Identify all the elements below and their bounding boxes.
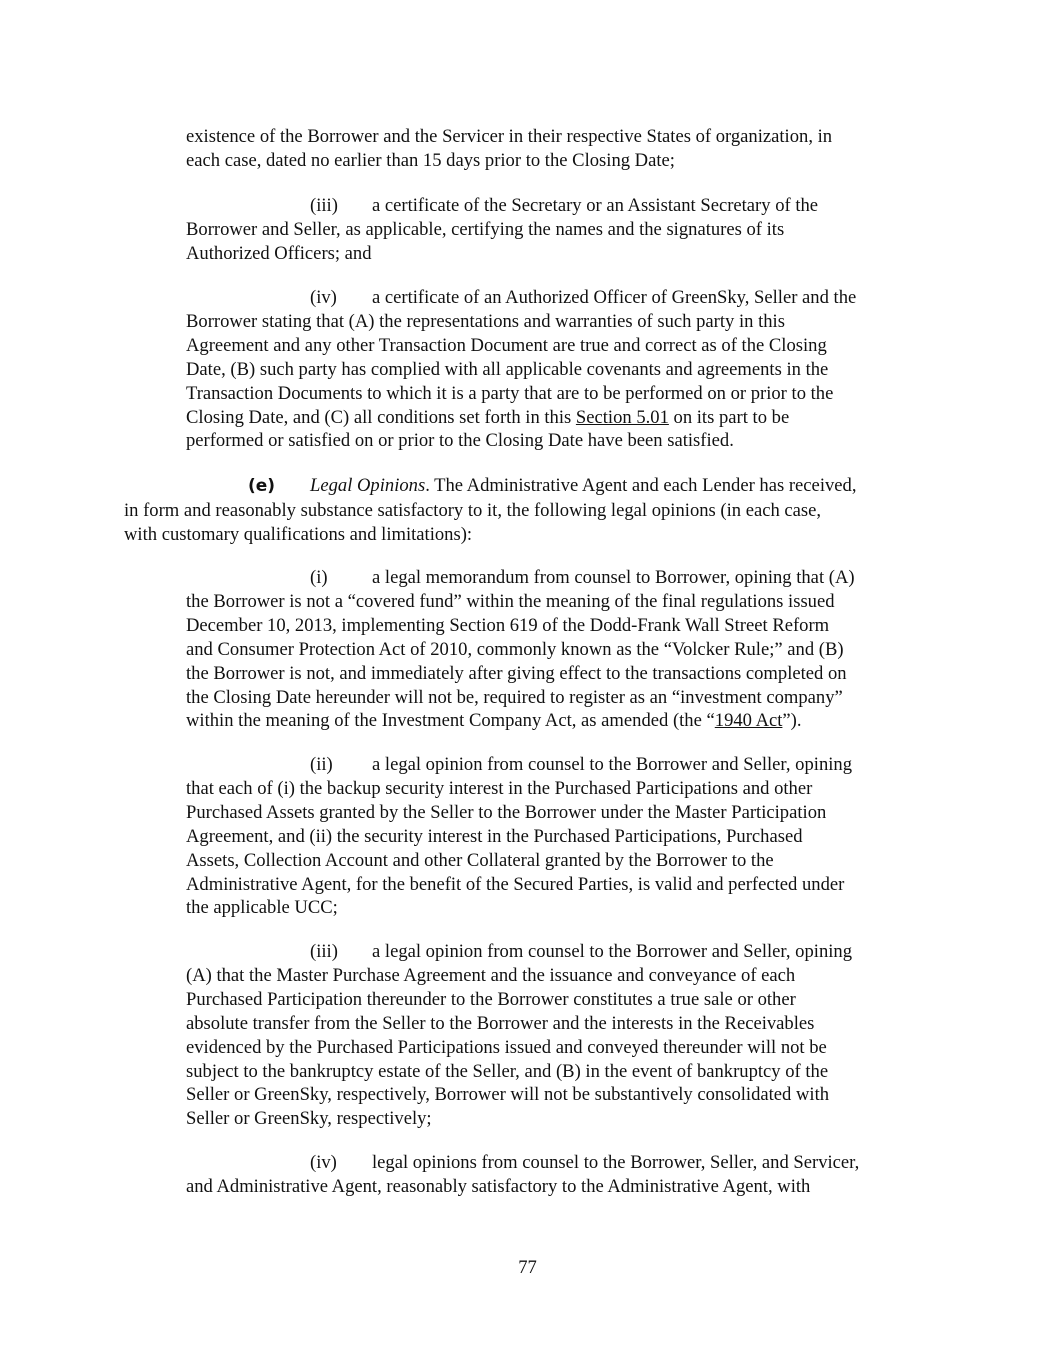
text-line: [186, 1151, 926, 1175]
text-segment: on its part to be: [668, 406, 790, 428]
text-line: the Closing Date hereunder will not be, required to register as an “investment company”: [186, 686, 843, 708]
text-line: the Borrower is not, and immediately after giving effect to the transactions completed on: [186, 662, 847, 684]
clause-number: (iii): [310, 195, 338, 216]
paragraph-intro: [186, 125, 926, 173]
clause-text: a legal memorandum from counsel to Borrower, opining that (A): [372, 567, 855, 588]
text-line: [124, 474, 924, 499]
text-line: Seller or GreenSky, respectively;: [186, 1108, 432, 1130]
text-line: and Consumer Protection Act of 2010, commonly known as the “Volcker Rule;” and (B): [186, 638, 844, 660]
clause-iii-opinion: [186, 940, 926, 1131]
clause-number: (i): [310, 567, 328, 588]
text-line: [186, 566, 926, 590]
text-segment: Closing Date, and (C) all conditions set forth in this: [186, 406, 576, 428]
clause-text: legal opinions from counsel to the Borrower, Seller, and Servicer,: [372, 1152, 860, 1173]
clause-i-opinion: [186, 566, 926, 733]
text-line: that each of (i) the backup security interest in the Purchased Participations and other: [186, 777, 813, 799]
clause-e-legal-opinions: [124, 474, 924, 547]
text-line: performed or satisfied on or prior to the Closing Date have been satisfied.: [186, 430, 734, 452]
text-segment: ”).: [782, 710, 802, 732]
section-reference-link[interactable]: Section 5.01: [575, 406, 669, 428]
text-line: subject to the bankruptcy estate of the Seller, and (B) in the event of bankruptcy of the: [186, 1060, 829, 1082]
clause-iv-certificate: [186, 286, 926, 453]
text-line: [186, 753, 926, 777]
text-line: Administrative Agent, for the benefit of the Secured Parties, is valid and perfected under: [186, 873, 845, 895]
defined-term-link[interactable]: 1940 Act: [714, 710, 783, 732]
clause-text: a certificate of the Secretary or an Assistant Secretary of the: [372, 195, 819, 216]
clause-text: a legal opinion from counsel to the Borrower and Seller, opining: [372, 941, 852, 962]
text-line: the Borrower is not a “covered fund” within the meaning of the final regulations issued: [186, 590, 835, 612]
clause-number: (iv): [310, 287, 337, 308]
text-line: Seller or GreenSky, respectively, Borrower will not be substantively consolidated with: [186, 1084, 830, 1106]
text-line: Borrower stating that (A) the representations and warranties of such party in this: [186, 310, 785, 332]
text-line: in form and reasonably substance satisfactory to it, the following legal opinions (in each case,: [124, 499, 822, 521]
text-segment: within the meaning of the Investment Company Act, as amended (the “: [186, 710, 715, 732]
text-line: Agreement and any other Transaction Document are true and correct as of the Closing: [186, 334, 827, 356]
text-segment: . The Administrative Agent and each Lender has received,: [425, 475, 857, 496]
clause-ii-opinion: [186, 753, 926, 920]
text-line: Authorized Officers; and: [186, 242, 372, 264]
text-line: Purchased Participation thereunder to the Borrower constitutes a true sale or other: [186, 988, 796, 1010]
clause-number: (ii): [310, 754, 333, 775]
text-line: Transaction Documents to which it is a party that are to be performed on or prior to the: [186, 382, 834, 404]
text-line: evidenced by the Purchased Participations issued and conveyed thereunder will not be: [186, 1036, 827, 1058]
text-line: Agreement, and (ii) the security interest in the Purchased Participations, Purchased: [186, 825, 803, 847]
text-line: [186, 709, 926, 733]
clause-letter: (e): [248, 476, 276, 496]
clause-number: (iii): [310, 941, 338, 962]
text-line: Assets, Collection Account and other Collateral granted by the Borrower to the: [186, 849, 774, 871]
text-line: [186, 940, 926, 964]
text-line: Borrower and Seller, as applicable, certifying the names and the signatures of its: [186, 218, 785, 240]
text-line: [186, 286, 926, 310]
text-line: Purchased Assets granted by the Seller to the Borrower under the Master Participation: [186, 801, 827, 823]
clause-heading: Legal Opinions: [310, 475, 426, 496]
text-line: the applicable UCC;: [186, 897, 338, 919]
text-line: and Administrative Agent, reasonably satisfactory to the Administrative Agent, with: [186, 1175, 811, 1197]
text-line: existence of the Borrower and the Servicer in their respective States of organization, in: [186, 126, 833, 147]
clause-text: a certificate of an Authorized Officer of GreenSky, Seller and the: [372, 287, 857, 308]
text-line: each case, dated no earlier than 15 days prior to the Closing Date;: [186, 149, 675, 171]
clause-iv-opinion: [186, 1151, 926, 1199]
clause-number: (iv): [310, 1152, 337, 1173]
text-line: [186, 194, 926, 218]
clause-text: a legal opinion from counsel to the Borrower and Seller, opining: [372, 754, 852, 775]
text-line: Date, (B) such party has complied with all applicable covenants and agreements in the: [186, 358, 829, 380]
text-line: absolute transfer from the Seller to the Borrower and the interests in the Receivables: [186, 1012, 815, 1034]
text-line: with customary qualifications and limitations):: [124, 523, 473, 545]
clause-iii-certificate: [186, 194, 926, 266]
text-line: December 10, 2013, implementing Section 619 of the Dodd-Frank Wall Street Reform: [186, 614, 830, 636]
text-line: (A) that the Master Purchase Agreement and the issuance and conveyance of each: [186, 964, 796, 986]
text-line: [186, 406, 926, 430]
page-number: 77: [518, 1257, 537, 1278]
